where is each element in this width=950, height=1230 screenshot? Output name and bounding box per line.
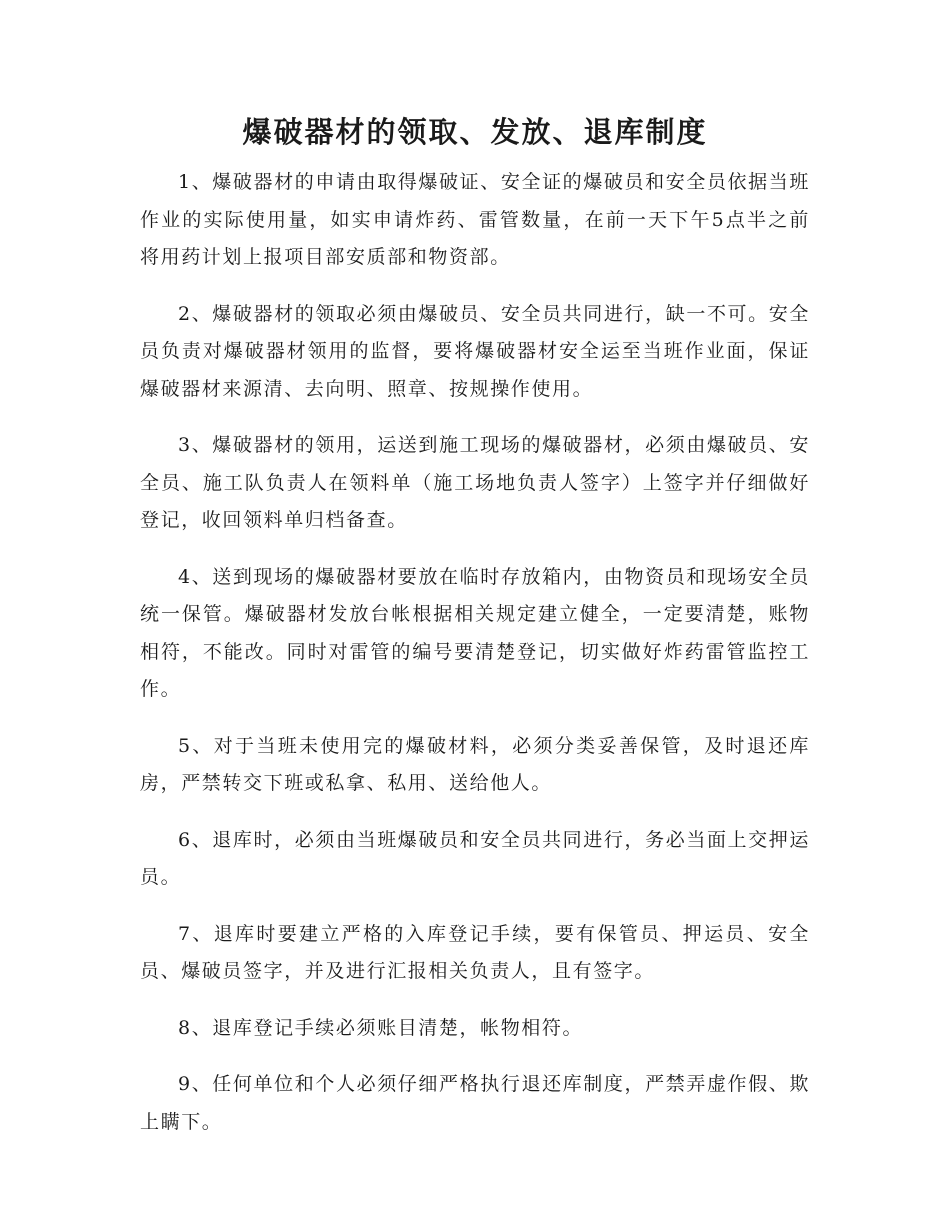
document-title: 爆破器材的领取、发放、退库制度 — [242, 115, 708, 149]
paragraph-8: 8、退库登记手续必须账目清楚，帐物相符。 — [178, 1016, 584, 1039]
paragraph-3: 3、爆破器材的领用，运送到施工现场的爆破器材，必须由爆破员、安全员、施工队负责人在领料单（施工场地负责人签字）上签字并仔细做好登记，收回领料单归档备查。 — [140, 434, 810, 531]
paragraph-2: 2、爆破器材的领取必须由爆破员、安全员共同进行，缺一不可。安全员负责对爆破器材领用的监督，要将爆破器材安全运至当班作业面，保证爆破器材来源清、去向明、照章、按规操作使用。 — [140, 302, 810, 400]
paragraph-7: 7、退库时要建立严格的入库登记手续，要有保管员、押运员、安全员、爆破员签字，并及进行汇报相关负责人，且有签字。 — [140, 922, 810, 982]
paragraph-5: 5、对于当班未使用完的爆破材料，必须分类妥善保管，及时退还库房，严禁转交下班或私拿、私用、送给他人。 — [140, 734, 810, 794]
paragraph-9: 9、任何单位和个人必须仔细严格执行退还库制度，严禁弄虚作假、欺上瞒下。 — [140, 1073, 810, 1133]
paragraph-6: 6、退库时，必须由当班爆破员和安全员共同进行，务必当面上交押运员。 — [140, 828, 810, 888]
paragraph-4: 4、送到现场的爆破器材要放在临时存放箱内，由物资员和现场安全员统一保管。爆破器材发放台帐根据相关规定建立健全，一定要清楚，账物相符，不能改。同时对雷管的编号要清楚登记，切实做好炸药雷管监控工作。 — [140, 565, 810, 700]
paragraph-1: 1、爆破器材的申请由取得爆破证、安全证的爆破员和安全员依据当班作业的实际使用量，如实申请炸药、雷管数量，在前一天下午5点半之前将用药计划上报项目部安质部和物资部。 — [140, 171, 810, 268]
document-body — [140, 164, 810, 1160]
